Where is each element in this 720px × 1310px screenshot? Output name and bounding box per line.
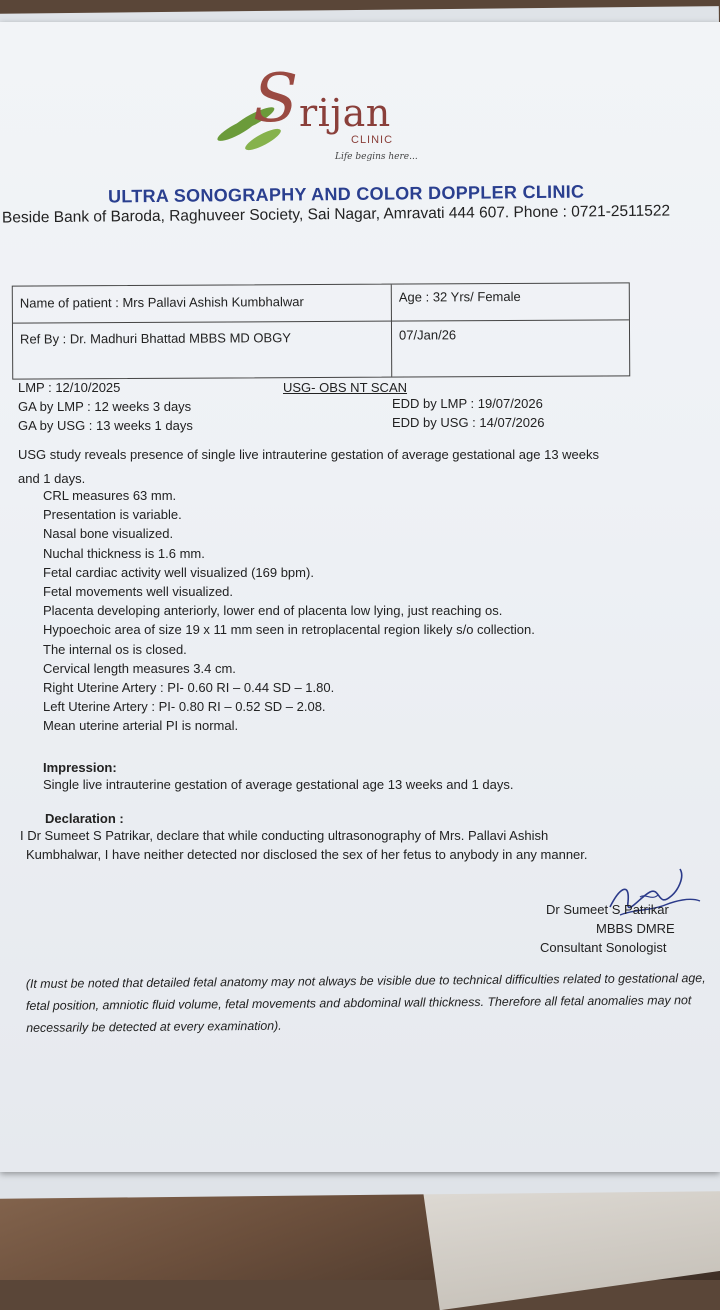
impression-label: Impression: <box>43 760 117 775</box>
report-date: 07/Jan/26 <box>398 327 457 343</box>
finding-item: Right Uterine Artery : PI- 0.60 RI – 0.44 SD – 1.80. <box>43 679 335 695</box>
ga-by-lmp: GA by LMP : 12 weeks 3 days <box>18 399 192 414</box>
logo-wordmark: rijan <box>299 91 391 135</box>
doctor-role: Consultant Sonologist <box>540 940 667 955</box>
declaration-label: Declaration : <box>45 811 124 826</box>
findings-list <box>43 488 535 737</box>
report-page <box>0 22 720 1172</box>
finding-item: Fetal movements well visualized. <box>43 583 234 599</box>
study-intro: USG study reveals presence of single live intrauterine gestation of average gestational age 13 weeks <box>18 447 600 462</box>
study-intro-cont: and 1 days. <box>18 471 86 486</box>
finding-item: Presentation is variable. <box>43 507 182 523</box>
finding-item: Hypoechoic area of size 19 x 11 mm seen in retroplacental region likely s/o collection. <box>43 622 535 638</box>
logo-s-letter: S <box>253 60 299 137</box>
doctor-qualification: MBBS DMRE <box>596 921 675 936</box>
report-title: USG- OBS NT SCAN <box>283 380 408 395</box>
edd-by-usg: EDD by USG : 14/07/2026 <box>392 415 545 430</box>
impression-text: Single live intrauterine gestation of average gestational age 13 weeks and 1 days. <box>43 777 514 792</box>
referring-doctor: Ref By : Dr. Madhuri Bhattad MBBS MD OBGY <box>19 330 292 347</box>
patient-name: Name of patient : Mrs Pallavi Ashish Kumbhalwar <box>19 294 304 311</box>
lmp-date: LMP : 12/10/2025 <box>18 380 121 395</box>
finding-item: Nasal bone visualized. <box>43 526 174 542</box>
disclaimer-note: (It must be noted that detailed fetal anatomy may not always be visible due to technical difficulties related to gestational age, fetal position, amniotic fluid volume, fetal movements and abdominal wall thickness. Therefore all fetal anomalies may not necessarily be detected at every examination). <box>25 971 706 1035</box>
declaration-line-2: Kumbhalwar, I have neither detected nor disclosed the sex of her fetus to anybody in any manner. <box>26 847 588 862</box>
finding-item: Fetal cardiac activity well visualized (169 bpm). <box>43 564 314 580</box>
doctor-signature <box>600 867 710 927</box>
table-divider <box>13 319 629 323</box>
logo-subtext: CLINIC <box>351 134 394 146</box>
finding-item: Left Uterine Artery : PI- 0.80 RI – 0.52 SD – 2.08. <box>43 699 326 715</box>
logo-tagline: Life begins here... <box>335 152 418 162</box>
doctor-name: Dr Sumeet S Patrikar <box>546 902 669 917</box>
declaration-line-1: I Dr Sumeet S Patrikar, declare that while conducting ultrasonography of Mrs. Pallavi Ashish <box>20 828 549 843</box>
patient-info-table <box>12 282 630 379</box>
finding-item: Placenta developing anteriorly, lower end of placenta low lying, just reaching os. <box>43 603 503 619</box>
edd-by-lmp: EDD by LMP : 19/07/2026 <box>392 396 543 411</box>
clinic-logo <box>215 60 435 174</box>
finding-item: The internal os is closed. <box>43 641 187 657</box>
finding-item: Nuchal thickness is 1.6 mm. <box>43 545 205 561</box>
table-divider <box>391 285 392 377</box>
ga-by-usg: GA by USG : 13 weeks 1 days <box>18 418 193 433</box>
finding-item: Cervical length measures 3.4 cm. <box>43 660 236 676</box>
finding-item: Mean uterine arterial PI is normal. <box>43 718 239 734</box>
clinic-address: Beside Bank of Baroda, Raghuveer Society, Sai Nagar, Amravati 444 607. Phone : 0721-2511522 <box>1 202 671 227</box>
patient-age: Age : 32 Yrs/ Female <box>398 288 521 305</box>
clinic-title: ULTRA SONOGRAPHY AND COLOR DOPPLER CLINIC <box>107 181 585 207</box>
finding-item: CRL measures 63 mm. <box>43 488 177 503</box>
